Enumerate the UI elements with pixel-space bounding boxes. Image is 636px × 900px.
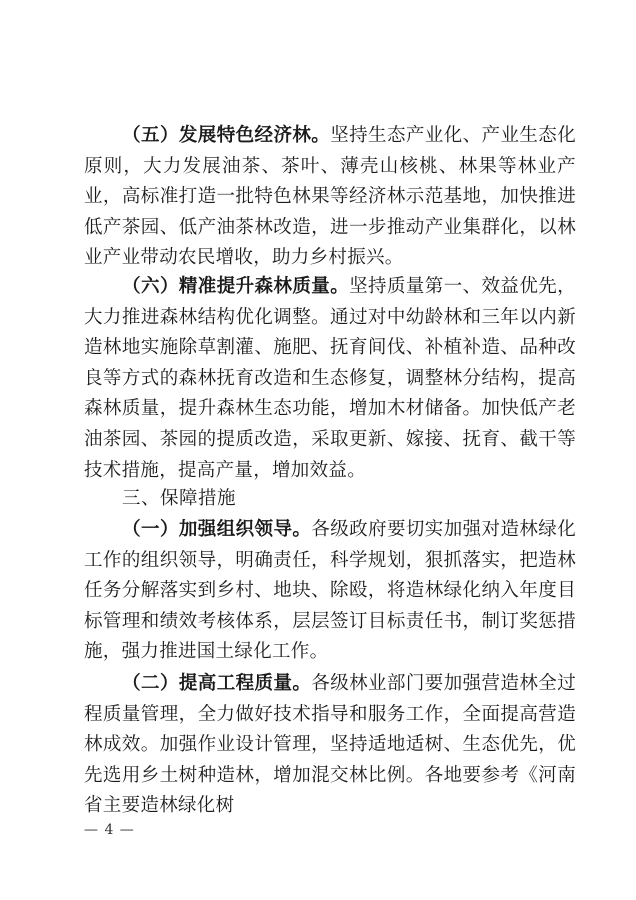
paragraph-one-lead: （一）加强组织领导。: [122, 519, 312, 540]
paragraph-five-body: 坚持生态产业化、产业生态化原则，大力发展油茶、茶叶、薄壳山核桃、林果等林业产业，高标准打造一批特色林果等经济林示范基地，加快推进低产茶园、低产油茶林改造，进一步推动产业集群化，以林业产业带动农民增收，助力乡村振兴。: [84, 125, 576, 269]
paragraph-six-lead: （六）精准提升森林质量。: [122, 276, 350, 297]
paragraph-two-lead: （二）提高工程质量。: [122, 673, 312, 694]
section-heading-guarantees: 三、保障措施: [122, 488, 237, 509]
page-number: — 4 —: [84, 822, 135, 838]
paragraph-five-lead: （五）发展特色经济林。: [122, 125, 331, 146]
paragraph-two: [84, 669, 576, 822]
paragraph-six: [84, 272, 576, 486]
paragraph-six-body: 坚持质量第一、效益优先，大力推进森林结构优化调整。通过对中幼龄林和三年以内新造林地实施除草割灌、施肥、抚育间伐、补植补造、品种改良等方式的森林抚育改造和生态修复，调整林分结构，提高森林质量，提升森林生态功能，增加木材储备。加快低产老油茶园、茶园的提质改造，采取更新、嫁接、抚育、截干等技术措施，提高产量，增加效益。: [84, 276, 576, 481]
paragraph-two-body: 各级林业部门要加强营造林全过程质量管理，全力做好技术指导和服务工作，全面提高营造林成效。加强作业设计管理，坚持适地适树、生态优先，优先选用乡土树种造林，增加混交林比例。各地要参考《河南省主要造林绿化树: [84, 673, 576, 817]
paragraph-five: [84, 121, 576, 274]
paragraph-one-body: 各级政府要切实加强对造林绿化工作的组织领导，明确责任，科学规划，狠抓落实，把造林任务分解落实到乡村、地块、除殴，将造林绿化纳入年度目标管理和绩效考核体系，层层签订目标责任书，制订奖惩措施，强力推进国土绿化工作。: [84, 519, 576, 663]
paragraph-one: [84, 515, 576, 668]
